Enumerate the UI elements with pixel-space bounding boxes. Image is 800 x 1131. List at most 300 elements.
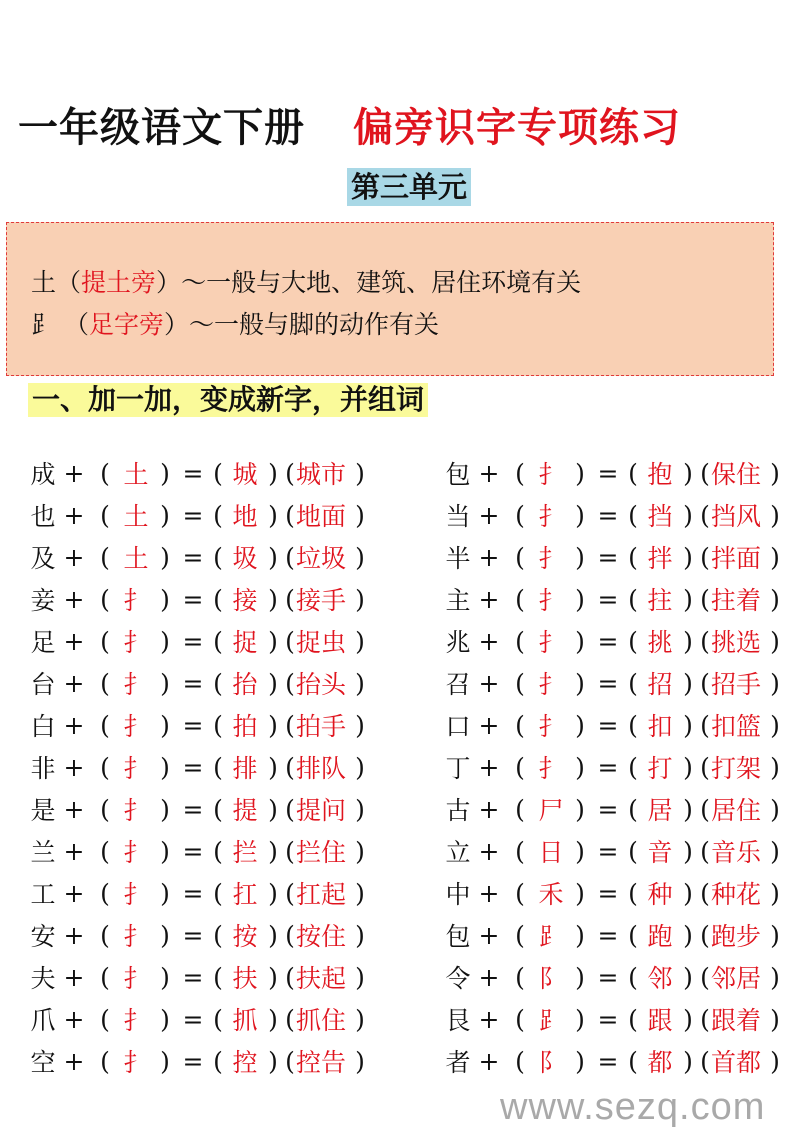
close-paren: ) bbox=[770, 626, 780, 656]
word-answer: 抬头 bbox=[296, 670, 347, 699]
exercise-row bbox=[28, 830, 368, 872]
close-paren: ) bbox=[160, 836, 170, 866]
close-paren: ) bbox=[355, 752, 365, 782]
close-paren: ) bbox=[355, 668, 365, 698]
radical-answer: 扌 bbox=[538, 460, 564, 489]
close-paren: ) bbox=[160, 500, 170, 530]
open-paren: ( bbox=[100, 458, 110, 488]
radical-answer: 日 bbox=[538, 838, 564, 867]
exercise-row bbox=[443, 494, 783, 536]
plus-sign: + bbox=[478, 626, 500, 656]
exercise-row bbox=[28, 536, 368, 578]
plus-sign: + bbox=[478, 500, 500, 530]
open-paren: ( bbox=[213, 710, 223, 740]
open-paren: ( bbox=[213, 920, 223, 950]
radical-answer: 扌 bbox=[538, 754, 564, 783]
open-paren: ( bbox=[285, 920, 295, 950]
open-paren: ( bbox=[213, 626, 223, 656]
close-paren: ) bbox=[355, 1004, 365, 1034]
close-paren: ) bbox=[355, 962, 365, 992]
close-paren: ) bbox=[575, 668, 585, 698]
new-char-answer: 种 bbox=[647, 880, 673, 909]
new-char-answer: 扛 bbox=[232, 880, 258, 909]
equals-sign: = bbox=[182, 626, 204, 656]
open-paren: ( bbox=[628, 542, 638, 572]
plus-sign: + bbox=[478, 710, 500, 740]
exercise-row bbox=[443, 1040, 783, 1082]
close-paren: ) bbox=[683, 710, 693, 740]
open-paren: ( bbox=[100, 1046, 110, 1076]
open-paren: ( bbox=[100, 752, 110, 782]
new-char-answer: 抓 bbox=[232, 1006, 258, 1035]
close-paren: ) bbox=[770, 752, 780, 782]
open-paren: ( bbox=[213, 668, 223, 698]
close-paren: ) bbox=[770, 920, 780, 950]
base-char: 安 bbox=[30, 922, 56, 951]
word-answer: 提问 bbox=[296, 796, 347, 825]
radical-answer: 阝 bbox=[538, 964, 564, 993]
radical-answer: 扌 bbox=[123, 880, 149, 909]
new-char-answer: 打 bbox=[647, 754, 673, 783]
open-paren: ( bbox=[285, 458, 295, 488]
new-char-answer: 提 bbox=[232, 796, 258, 825]
base-char: 白 bbox=[30, 712, 56, 741]
open-paren: ( bbox=[100, 626, 110, 656]
open-paren: ( bbox=[285, 794, 295, 824]
new-char-answer: 抱 bbox=[647, 460, 673, 489]
word-answer: 邻居 bbox=[711, 964, 762, 993]
open-paren: ( bbox=[285, 542, 295, 572]
close-paren: ) bbox=[575, 584, 585, 614]
open-paren: ( bbox=[700, 794, 710, 824]
open-paren: ( bbox=[628, 584, 638, 614]
equals-sign: = bbox=[597, 500, 619, 530]
plus-sign: + bbox=[63, 962, 85, 992]
close-paren: ) bbox=[575, 962, 585, 992]
open-paren: ( bbox=[628, 752, 638, 782]
close-paren: ) bbox=[683, 626, 693, 656]
open-paren: ( bbox=[285, 1046, 295, 1076]
plus-sign: + bbox=[63, 500, 85, 530]
open-paren: ( bbox=[285, 752, 295, 782]
radical-answer: 扌 bbox=[123, 712, 149, 741]
word-answer: 抓住 bbox=[296, 1006, 347, 1035]
open-paren: ( bbox=[628, 500, 638, 530]
plus-sign: + bbox=[478, 668, 500, 698]
radical-name: 足字旁 bbox=[88, 310, 164, 339]
open-paren: ( bbox=[213, 458, 223, 488]
new-char-answer: 跑 bbox=[647, 922, 673, 951]
close-paren: ) bbox=[683, 794, 693, 824]
base-char: 中 bbox=[445, 880, 471, 909]
new-char-answer: 捉 bbox=[232, 628, 258, 657]
open-paren: ( bbox=[628, 1046, 638, 1076]
paren: ） bbox=[163, 310, 189, 339]
radical-answer: ⻊ bbox=[538, 922, 564, 951]
open-paren: ( bbox=[628, 458, 638, 488]
new-char-answer: 拦 bbox=[232, 838, 258, 867]
word-answer: 保住 bbox=[711, 460, 762, 489]
equals-sign: = bbox=[182, 962, 204, 992]
plus-sign: + bbox=[63, 1046, 85, 1076]
new-char-answer: 挑 bbox=[647, 628, 673, 657]
equals-sign: = bbox=[597, 668, 619, 698]
open-paren: ( bbox=[285, 836, 295, 866]
equals-sign: = bbox=[597, 626, 619, 656]
new-char-answer: 控 bbox=[232, 1048, 258, 1077]
base-char: 是 bbox=[30, 796, 56, 825]
base-char: 主 bbox=[445, 586, 471, 615]
radical-answer: 扌 bbox=[123, 628, 149, 657]
base-char: 妾 bbox=[30, 586, 56, 615]
new-char-answer: 音 bbox=[647, 838, 673, 867]
new-char-answer: 抬 bbox=[232, 670, 258, 699]
exercise-row bbox=[28, 998, 368, 1040]
radical-answer: 扌 bbox=[538, 502, 564, 531]
radical-answer: 扌 bbox=[538, 586, 564, 615]
open-paren: ( bbox=[100, 836, 110, 866]
close-paren: ) bbox=[160, 584, 170, 614]
word-answer: 种花 bbox=[711, 880, 762, 909]
equals-sign: = bbox=[182, 710, 204, 740]
base-char: 包 bbox=[445, 460, 471, 489]
equals-sign: = bbox=[182, 500, 204, 530]
close-paren: ) bbox=[355, 878, 365, 908]
open-paren: ( bbox=[515, 1004, 525, 1034]
equals-sign: = bbox=[597, 836, 619, 866]
radical-answer: 尸 bbox=[538, 796, 564, 825]
word-answer: 城市 bbox=[296, 460, 347, 489]
radical-answer: 扌 bbox=[123, 586, 149, 615]
radical-answer: 扌 bbox=[538, 712, 564, 741]
exercise-row bbox=[28, 620, 368, 662]
open-paren: ( bbox=[285, 710, 295, 740]
plus-sign: + bbox=[478, 878, 500, 908]
radical-desc: ～一般与大地、建筑、居住环境有关 bbox=[181, 268, 582, 297]
equals-sign: = bbox=[597, 962, 619, 992]
close-paren: ) bbox=[683, 458, 693, 488]
new-char-answer: 居 bbox=[647, 796, 673, 825]
open-paren: ( bbox=[100, 962, 110, 992]
exercise-row bbox=[28, 788, 368, 830]
new-char-answer: 圾 bbox=[232, 544, 258, 573]
open-paren: ( bbox=[100, 878, 110, 908]
close-paren: ) bbox=[268, 836, 278, 866]
close-paren: ) bbox=[770, 1046, 780, 1076]
new-char-answer: 地 bbox=[232, 502, 258, 531]
plus-sign: + bbox=[478, 920, 500, 950]
base-char: 非 bbox=[30, 754, 56, 783]
word-answer: 拌面 bbox=[711, 544, 762, 573]
open-paren: ( bbox=[628, 794, 638, 824]
word-answer: 挑选 bbox=[711, 628, 762, 657]
exercise-row bbox=[28, 704, 368, 746]
close-paren: ) bbox=[683, 836, 693, 866]
radical-answer: 禾 bbox=[538, 880, 564, 909]
exercise-row bbox=[443, 536, 783, 578]
close-paren: ) bbox=[160, 752, 170, 782]
radical: ⻊ bbox=[31, 310, 57, 339]
close-paren: ) bbox=[160, 878, 170, 908]
close-paren: ) bbox=[268, 668, 278, 698]
plus-sign: + bbox=[478, 962, 500, 992]
close-paren: ) bbox=[575, 794, 585, 824]
close-paren: ) bbox=[770, 584, 780, 614]
word-answer: 招手 bbox=[711, 670, 762, 699]
close-paren: ) bbox=[355, 710, 365, 740]
open-paren: ( bbox=[700, 962, 710, 992]
open-paren: ( bbox=[285, 878, 295, 908]
base-char: 当 bbox=[445, 502, 471, 531]
base-char: 空 bbox=[30, 1048, 56, 1077]
close-paren: ) bbox=[268, 752, 278, 782]
exercise-row bbox=[443, 956, 783, 998]
open-paren: ( bbox=[700, 626, 710, 656]
base-char: 丁 bbox=[445, 754, 471, 783]
radical-answer: 扌 bbox=[123, 754, 149, 783]
close-paren: ) bbox=[575, 878, 585, 908]
plus-sign: + bbox=[63, 542, 85, 572]
open-paren: ( bbox=[213, 752, 223, 782]
close-paren: ) bbox=[355, 458, 365, 488]
close-paren: ) bbox=[355, 500, 365, 530]
close-paren: ) bbox=[160, 458, 170, 488]
close-paren: ) bbox=[160, 962, 170, 992]
equals-sign: = bbox=[182, 1046, 204, 1076]
word-answer: 捉虫 bbox=[296, 628, 347, 657]
equals-sign: = bbox=[597, 458, 619, 488]
exercise-row bbox=[443, 746, 783, 788]
close-paren: ) bbox=[683, 878, 693, 908]
base-char: 口 bbox=[445, 712, 471, 741]
close-paren: ) bbox=[770, 710, 780, 740]
open-paren: ( bbox=[628, 962, 638, 992]
word-answer: 拍手 bbox=[296, 712, 347, 741]
close-paren: ) bbox=[683, 1046, 693, 1076]
open-paren: ( bbox=[285, 962, 295, 992]
close-paren: ) bbox=[683, 962, 693, 992]
close-paren: ) bbox=[683, 668, 693, 698]
close-paren: ) bbox=[268, 920, 278, 950]
radical-answer: 扌 bbox=[123, 670, 149, 699]
open-paren: ( bbox=[100, 500, 110, 530]
exercise-row bbox=[28, 662, 368, 704]
word-answer: 扶起 bbox=[296, 964, 347, 993]
open-paren: ( bbox=[700, 458, 710, 488]
open-paren: ( bbox=[213, 878, 223, 908]
radical-desc: ～一般与脚的动作有关 bbox=[189, 310, 440, 339]
plus-sign: + bbox=[63, 794, 85, 824]
open-paren: ( bbox=[515, 752, 525, 782]
open-paren: ( bbox=[100, 668, 110, 698]
equals-sign: = bbox=[182, 920, 204, 950]
open-paren: ( bbox=[515, 1046, 525, 1076]
new-char-answer: 排 bbox=[232, 754, 258, 783]
equals-sign: = bbox=[182, 878, 204, 908]
open-paren: ( bbox=[628, 1004, 638, 1034]
open-paren: ( bbox=[628, 836, 638, 866]
info-line-zu bbox=[31, 305, 439, 341]
open-paren: ( bbox=[700, 542, 710, 572]
word-answer: 排队 bbox=[296, 754, 347, 783]
open-paren: ( bbox=[213, 836, 223, 866]
unit-label: 第三单元 bbox=[347, 168, 471, 206]
open-paren: ( bbox=[285, 626, 295, 656]
open-paren: ( bbox=[515, 626, 525, 656]
close-paren: ) bbox=[160, 626, 170, 656]
word-answer: 扛起 bbox=[296, 880, 347, 909]
plus-sign: + bbox=[478, 1004, 500, 1034]
equals-sign: = bbox=[182, 836, 204, 866]
radical-answer: 扌 bbox=[123, 838, 149, 867]
equals-sign: = bbox=[597, 752, 619, 782]
radical-answer: 扌 bbox=[123, 796, 149, 825]
close-paren: ) bbox=[770, 500, 780, 530]
paren: （ bbox=[56, 310, 89, 339]
equals-sign: = bbox=[597, 1004, 619, 1034]
open-paren: ( bbox=[700, 752, 710, 782]
close-paren: ) bbox=[160, 920, 170, 950]
radical-answer: 阝 bbox=[538, 1048, 564, 1077]
equals-sign: = bbox=[182, 584, 204, 614]
open-paren: ( bbox=[515, 878, 525, 908]
base-char: 台 bbox=[30, 670, 56, 699]
word-answer: 拦住 bbox=[296, 838, 347, 867]
exercise-row bbox=[443, 788, 783, 830]
word-answer: 打架 bbox=[711, 754, 762, 783]
word-answer: 接手 bbox=[296, 586, 347, 615]
open-paren: ( bbox=[213, 1046, 223, 1076]
exercise-column-left bbox=[28, 452, 368, 1082]
base-char: 艮 bbox=[445, 1006, 471, 1035]
open-paren: ( bbox=[213, 500, 223, 530]
close-paren: ) bbox=[268, 794, 278, 824]
close-paren: ) bbox=[268, 1046, 278, 1076]
radical-answer: 扌 bbox=[123, 1006, 149, 1035]
equals-sign: = bbox=[597, 710, 619, 740]
exercise-row bbox=[28, 452, 368, 494]
title-grade: 一年级语文下册 bbox=[18, 104, 305, 151]
plus-sign: + bbox=[478, 542, 500, 572]
close-paren: ) bbox=[160, 542, 170, 572]
close-paren: ) bbox=[575, 626, 585, 656]
exercise-row bbox=[28, 746, 368, 788]
close-paren: ) bbox=[770, 1004, 780, 1034]
close-paren: ) bbox=[268, 710, 278, 740]
base-char: 包 bbox=[445, 922, 471, 951]
close-paren: ) bbox=[575, 500, 585, 530]
radical-answer: 扌 bbox=[538, 544, 564, 573]
new-char-answer: 邻 bbox=[647, 964, 673, 993]
open-paren: ( bbox=[100, 710, 110, 740]
word-answer: 垃圾 bbox=[296, 544, 347, 573]
open-paren: ( bbox=[100, 542, 110, 572]
exercise-row bbox=[28, 578, 368, 620]
close-paren: ) bbox=[770, 962, 780, 992]
open-paren: ( bbox=[100, 920, 110, 950]
section-heading: 一、加一加，变成新字，并组词 bbox=[28, 383, 428, 417]
word-answer: 地面 bbox=[296, 502, 347, 531]
close-paren: ) bbox=[575, 752, 585, 782]
exercise-row bbox=[443, 704, 783, 746]
open-paren: ( bbox=[700, 1046, 710, 1076]
word-answer: 挡风 bbox=[711, 502, 762, 531]
close-paren: ) bbox=[268, 626, 278, 656]
close-paren: ) bbox=[770, 458, 780, 488]
close-paren: ) bbox=[355, 794, 365, 824]
base-char: 爪 bbox=[30, 1006, 56, 1035]
exercise-row bbox=[443, 872, 783, 914]
open-paren: ( bbox=[213, 542, 223, 572]
new-char-answer: 城 bbox=[232, 460, 258, 489]
close-paren: ) bbox=[268, 962, 278, 992]
title-topic: 偏旁识字专项练习 bbox=[353, 104, 681, 151]
plus-sign: + bbox=[478, 458, 500, 488]
new-char-answer: 扣 bbox=[647, 712, 673, 741]
close-paren: ) bbox=[575, 920, 585, 950]
exercise-row bbox=[443, 452, 783, 494]
open-paren: ( bbox=[628, 668, 638, 698]
exercise-row bbox=[28, 872, 368, 914]
plus-sign: + bbox=[478, 584, 500, 614]
word-answer: 按住 bbox=[296, 922, 347, 951]
open-paren: ( bbox=[515, 542, 525, 572]
radical-answer: 扌 bbox=[123, 1048, 149, 1077]
exercise-row bbox=[443, 914, 783, 956]
open-paren: ( bbox=[515, 920, 525, 950]
close-paren: ) bbox=[355, 920, 365, 950]
equals-sign: = bbox=[597, 584, 619, 614]
info-line-tu bbox=[31, 263, 581, 299]
close-paren: ) bbox=[160, 794, 170, 824]
close-paren: ) bbox=[355, 1046, 365, 1076]
close-paren: ) bbox=[575, 1004, 585, 1034]
close-paren: ) bbox=[160, 710, 170, 740]
open-paren: ( bbox=[100, 794, 110, 824]
open-paren: ( bbox=[515, 962, 525, 992]
close-paren: ) bbox=[683, 752, 693, 782]
equals-sign: = bbox=[597, 878, 619, 908]
plus-sign: + bbox=[63, 710, 85, 740]
open-paren: ( bbox=[285, 668, 295, 698]
open-paren: ( bbox=[700, 500, 710, 530]
equals-sign: = bbox=[182, 752, 204, 782]
open-paren: ( bbox=[515, 584, 525, 614]
radical-answer: 扌 bbox=[123, 922, 149, 951]
base-char: 者 bbox=[445, 1048, 471, 1077]
equals-sign: = bbox=[182, 1004, 204, 1034]
plus-sign: + bbox=[63, 1004, 85, 1034]
open-paren: ( bbox=[700, 668, 710, 698]
base-char: 成 bbox=[30, 460, 56, 489]
word-answer: 扣篮 bbox=[711, 712, 762, 741]
base-char: 夫 bbox=[30, 964, 56, 993]
new-char-answer: 都 bbox=[647, 1048, 673, 1077]
plus-sign: + bbox=[63, 668, 85, 698]
exercise-row bbox=[443, 998, 783, 1040]
word-answer: 首都 bbox=[711, 1048, 762, 1077]
new-char-answer: 接 bbox=[232, 586, 258, 615]
radical-answer: 土 bbox=[123, 544, 149, 573]
equals-sign: = bbox=[597, 920, 619, 950]
close-paren: ) bbox=[770, 878, 780, 908]
equals-sign: = bbox=[597, 1046, 619, 1076]
word-answer: 控告 bbox=[296, 1048, 347, 1077]
plus-sign: + bbox=[63, 752, 85, 782]
equals-sign: = bbox=[182, 794, 204, 824]
close-paren: ) bbox=[683, 584, 693, 614]
paren: ） bbox=[156, 268, 182, 297]
